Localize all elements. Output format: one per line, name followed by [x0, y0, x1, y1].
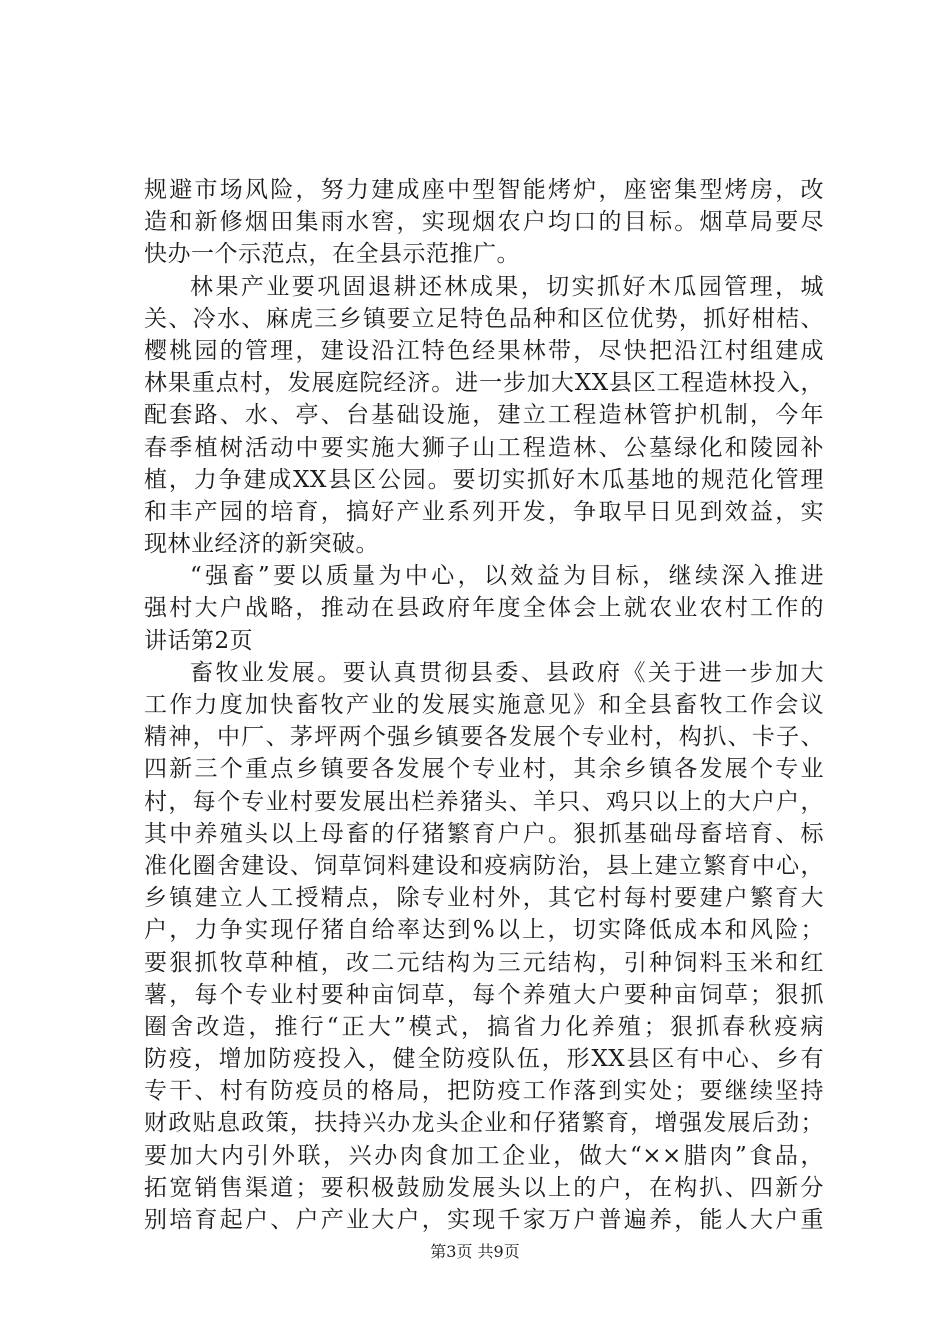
- text-line: 户，力争实现仔猪自给率达到%以上，切实降低成本和风险；: [144, 917, 824, 944]
- text-line: 准化圈舍建设、饲草饲料建设和疫病防治，县上建立繁育中心，: [144, 852, 824, 879]
- text-line: 配套路、水、亭、台基础设施，建立工程造林管护机制，今年: [144, 402, 824, 429]
- text-line: 春季植树活动中要实施大狮子山工程造林、公墓绿化和陵园补: [144, 434, 824, 461]
- document-body: [144, 174, 824, 1236]
- text-line: 圈舍改造，推行“正大”模式，搞省力化养殖；狠抓春秋疫病: [144, 1013, 824, 1040]
- text-line: 乡镇建立人工授精点，除专业村外，其它村每村要建户繁育大: [144, 885, 824, 912]
- text-line: 村，每个专业村要发展出栏养猪头、羊只、鸡只以上的大户户，: [144, 788, 824, 815]
- text-line: 要狠抓牧草种植，改二元结构为三元结构，引种饲料玉米和红: [144, 949, 824, 976]
- text-line: 林果重点村，发展庭院经济。进一步加大XX县区工程造林投入，: [144, 370, 824, 397]
- text-line: 其中养殖头以上母畜的仔猪繁育户户。狠抓基础母畜培育、标: [144, 820, 824, 847]
- text-line: 讲话第2页: [144, 627, 254, 654]
- text-line: 财政贴息政策，扶持兴办龙头企业和仔猪繁育，增强发展后劲；: [144, 1110, 824, 1137]
- text-line: 要加大内引外联，兴办肉食加工企业，做大“××腊肉”食品，: [144, 1142, 824, 1169]
- paragraph-start-line: 林果产业要巩固退耕还林成果，切实抓好木瓜园管理，城: [190, 273, 824, 300]
- text-line: 和丰产园的培育，搞好产业系列开发，争取早日见到效益，实: [144, 498, 824, 525]
- text-line: 四新三个重点乡镇要各发展个专业村，其余乡镇各发展个专业: [144, 756, 824, 783]
- text-line: 专干、村有防疫员的格局，把防疫工作落到实处；要继续坚持: [144, 1078, 824, 1105]
- page-number-footer: 第3页 共9页: [430, 1242, 520, 1261]
- text-line: 植，力争建成XX县区公园。要切实抓好木瓜基地的规范化管理: [144, 466, 824, 493]
- text-line: 关、冷水、麻虎三乡镇要立足特色品种和区位优势，抓好柑桔、: [144, 305, 824, 332]
- paragraph-start-line: “强畜”要以质量为中心，以效益为目标，继续深入推进: [190, 563, 824, 590]
- text-line: 樱桃园的管理，建设沿江特色经果林带，尽快把沿江村组建成: [144, 337, 824, 364]
- text-line: 工作力度加快畜牧产业的发展实施意见》和全县畜牧工作会议: [144, 692, 824, 718]
- text-line: 别培育起户、户产业大户，实现千家万户普遍养，能人大户重: [144, 1207, 824, 1233]
- text-line: 现林业经济的新突破。: [144, 531, 379, 558]
- text-line: 拓宽销售渠道；要积极鼓励发展头以上的户，在构扒、四新分: [144, 1174, 824, 1201]
- paragraph-start-line: 畜牧业发展。要认真贯彻县委、县政府《关于进一步加大: [190, 659, 824, 686]
- text-line: 防疫，增加防疫投入，健全防疫队伍，形XX县区有中心、乡有: [144, 1046, 824, 1073]
- text-line: 精神，中厂、茅坪两个强乡镇要各发展个专业村，构扒、卡子、: [144, 724, 824, 751]
- text-line: 快办一个示范点，在全县示范推广。: [144, 241, 520, 268]
- text-line: 造和新修烟田集雨水窖，实现烟农户均口的目标。烟草局要尽: [144, 209, 824, 236]
- text-line: 规避市场风险，努力建成座中型智能烤炉，座密集型烤房，改: [144, 177, 824, 203]
- text-line: 薯，每个专业村要种亩饲草，每个养殖大户要种亩饲草；狠抓: [144, 981, 824, 1008]
- text-line: 强村大户战略，推动在县政府年度全体会上就农业农村工作的: [144, 595, 824, 622]
